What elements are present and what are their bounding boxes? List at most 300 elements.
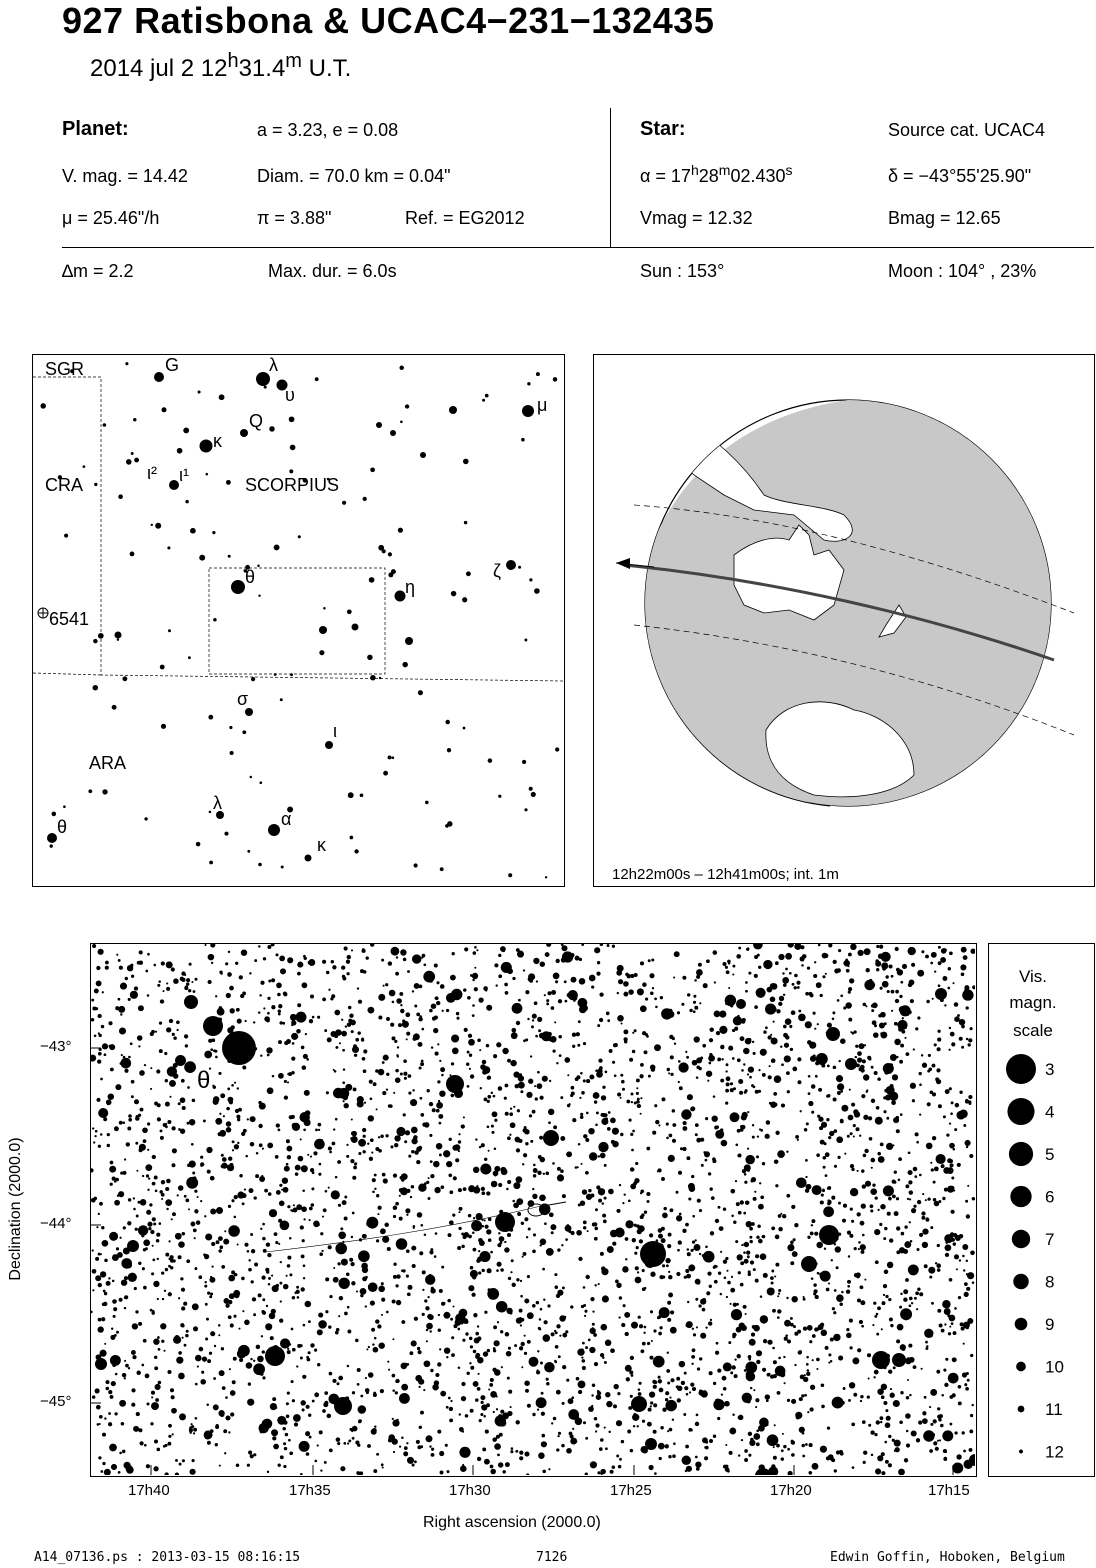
detail-star: [184, 995, 198, 1009]
detail-star: [510, 1406, 512, 1408]
detail-star: [413, 1225, 416, 1228]
detail-star: [297, 1003, 301, 1007]
detail-star: [304, 957, 307, 960]
detail-star: [272, 1285, 279, 1292]
detail-star: [429, 1102, 433, 1106]
detail-star: [883, 1237, 886, 1240]
detail-star: [287, 1264, 291, 1268]
detail-star: [607, 1127, 611, 1131]
detail-star: [797, 986, 800, 989]
detail-star: [561, 1444, 565, 1448]
detail-star: [461, 1124, 465, 1128]
detail-star: [880, 1204, 886, 1210]
detail-star: [442, 1010, 444, 1012]
detail-star: [365, 1377, 367, 1379]
detail-star: [291, 1328, 294, 1331]
detail-star: [808, 1101, 813, 1106]
detail-star: [886, 1416, 891, 1421]
detail-star: [483, 1415, 486, 1418]
detail-star: [753, 1433, 760, 1440]
detail-star: [631, 1396, 647, 1412]
detail-star: [930, 1226, 933, 1229]
detail-star: [653, 1403, 657, 1407]
detail-star: [794, 1364, 796, 1366]
detail-star: [456, 1017, 459, 1020]
detail-star: [579, 958, 582, 961]
detail-star: [434, 963, 438, 967]
detail-star: [399, 1217, 403, 1221]
detail-star: [900, 1005, 911, 1016]
detail-star: [949, 1423, 952, 1426]
detail-star: [527, 1404, 531, 1408]
detail-star: [637, 1098, 640, 1101]
detail-star: [625, 1258, 627, 1260]
detail-star: [191, 1143, 194, 1146]
detail-star: [342, 1049, 345, 1052]
detail-star: [591, 986, 594, 989]
detail-star: [158, 980, 161, 983]
detail-star: [972, 1404, 974, 1406]
detail-star: [612, 1465, 615, 1468]
detail-star: [756, 1155, 759, 1158]
detail-star: [218, 1324, 221, 1327]
detail-star: [160, 1136, 164, 1140]
detail-star: [351, 1131, 357, 1137]
detail-star: [121, 1054, 123, 1056]
detail-star: [743, 1305, 747, 1309]
detail-star: [378, 1015, 382, 1019]
detail-star: [433, 1028, 438, 1033]
detail-star: [296, 1029, 301, 1034]
detail-star: [954, 1431, 957, 1434]
detail-star: [477, 1336, 481, 1340]
detail-star: [307, 1358, 311, 1362]
finder-star: [213, 618, 217, 622]
detail-star: [685, 1445, 689, 1449]
detail-star: [200, 1379, 206, 1385]
detail-star: [259, 994, 262, 997]
detail-star: [439, 1289, 443, 1293]
detail-star: [396, 1238, 408, 1250]
detail-star: [732, 1413, 734, 1415]
detail-star: [182, 1106, 186, 1110]
detail-star: [737, 1015, 739, 1017]
detail-star: [480, 1395, 485, 1400]
detail-star: [374, 1337, 377, 1340]
detail-star: [787, 1340, 791, 1344]
detail-star: [659, 1326, 662, 1329]
detail-star: [950, 1112, 953, 1115]
detail-star: [440, 1391, 446, 1397]
detail-star: [660, 1426, 664, 1430]
detail-star: [722, 1376, 727, 1381]
detail-star: [824, 1142, 827, 1145]
detail-star: [586, 1079, 590, 1083]
detail-star: [745, 990, 748, 993]
detail-star: [254, 1196, 257, 1199]
detail-star: [181, 1306, 185, 1310]
detail-star: [566, 1151, 572, 1157]
detail-star: [649, 973, 654, 978]
detail-star: [286, 1146, 292, 1152]
detail-star: [339, 1042, 341, 1044]
detail-star: [749, 1227, 753, 1231]
detail-star: [968, 1095, 972, 1099]
detail-star: [232, 1380, 236, 1384]
detail-star: [892, 1194, 896, 1198]
detail-star: [739, 1091, 743, 1095]
detail-star: [162, 1298, 164, 1300]
detail-star: [120, 1062, 123, 1065]
detail-star: [636, 1078, 640, 1082]
detail-star: [845, 1058, 857, 1070]
detail-star: [668, 1275, 672, 1279]
detail-star: [171, 967, 175, 971]
detail-star: [431, 1003, 437, 1009]
detail-star: [538, 1452, 545, 1459]
detail-star: [376, 1194, 379, 1197]
detail-star: [834, 968, 839, 973]
detail-star: [207, 1170, 211, 1174]
detail-star: [541, 1392, 544, 1395]
detail-star: [567, 993, 572, 998]
detail-star: [699, 1002, 701, 1004]
detail-star: [696, 1281, 700, 1285]
detail-star: [271, 1430, 276, 1435]
detail-star: [772, 1309, 776, 1313]
detail-star: [151, 1402, 159, 1410]
detail-star: [654, 998, 657, 1001]
detail-star: [93, 1141, 95, 1143]
detail-star: [205, 1281, 207, 1283]
detail-star: [94, 1035, 97, 1038]
detail-star: [478, 1250, 480, 1252]
detail-star: [368, 1372, 374, 1378]
detail-star: [220, 1093, 225, 1098]
detail-star: [274, 1232, 278, 1236]
detail-star: [362, 1234, 367, 1239]
detail-star: [194, 978, 197, 981]
detail-star: [731, 1309, 742, 1320]
detail-star: [151, 1396, 153, 1398]
detail-star: [523, 969, 525, 971]
detail-star: [468, 1214, 472, 1218]
detail-star: [594, 1284, 596, 1286]
detail-star: [614, 1384, 619, 1389]
detail-star: [131, 1403, 135, 1407]
detail-star: [138, 1262, 141, 1265]
detail-star: [241, 1277, 245, 1281]
detail-star: [951, 1042, 955, 1046]
detail-star: [635, 1266, 639, 1270]
finder-star: [400, 593, 405, 598]
detail-star: [299, 1112, 309, 1122]
detail-star: [291, 1380, 294, 1383]
detail-star: [491, 1181, 498, 1188]
detail-star: [783, 1033, 788, 1038]
detail-star: [470, 1366, 474, 1370]
detail-star: [955, 1103, 960, 1108]
detail-star: [953, 1233, 958, 1238]
finder-star: [529, 787, 533, 791]
detail-star: [583, 1079, 586, 1082]
detail-star: [676, 1191, 679, 1194]
detail-star: [350, 1262, 354, 1266]
detail-star: [213, 1377, 216, 1380]
detail-star: [932, 1092, 936, 1096]
detail-star: [166, 982, 168, 984]
detail-star: [175, 1335, 179, 1339]
detail-star: [928, 1054, 931, 1057]
detail-star: [102, 1303, 106, 1307]
detail-star: [613, 1043, 617, 1047]
detail-star: [486, 1191, 490, 1195]
finder-star: [274, 673, 277, 676]
detail-star: [102, 1240, 109, 1247]
detail-star: [417, 1445, 421, 1449]
detail-star: [609, 1049, 613, 1053]
detail-star: [943, 1457, 947, 1461]
detail-star: [457, 1328, 460, 1331]
detail-star: [870, 1430, 874, 1434]
detail-star: [850, 1208, 853, 1211]
detail-star: [714, 1280, 718, 1284]
detail-star: [747, 1148, 749, 1150]
detail-star: [868, 1377, 870, 1379]
detail-star: [652, 1131, 656, 1135]
detail-star: [354, 1162, 357, 1165]
finder-star: [363, 497, 367, 501]
detail-star: [639, 1074, 643, 1078]
detail-star: [484, 1219, 486, 1221]
detail-star: [878, 954, 883, 959]
detail-star: [773, 1456, 777, 1460]
detail-star: [672, 1454, 676, 1458]
detail-star: [259, 1423, 269, 1433]
detail-star: [966, 1287, 970, 1291]
detail-star: [857, 1298, 861, 1302]
detail-star: [578, 1390, 582, 1394]
detail-star: [553, 1125, 557, 1129]
detail-star: [632, 1050, 635, 1053]
detail-star: [214, 1345, 216, 1347]
finder-star: [305, 855, 312, 862]
detail-star: [546, 1248, 554, 1256]
detail-star: [146, 1174, 149, 1177]
detail-star: [696, 969, 703, 976]
finder-star: [325, 741, 333, 749]
detail-star: [799, 1397, 803, 1401]
detail-star: [317, 1016, 320, 1019]
detail-star: [845, 959, 848, 962]
detail-star: [640, 1113, 642, 1115]
detail-star: [158, 1381, 162, 1385]
detail-star: [440, 1067, 445, 1072]
detail-star: [279, 1184, 282, 1187]
detail-star: [476, 1185, 478, 1187]
detail-star: [862, 1234, 865, 1237]
detail-star: [873, 1032, 879, 1038]
detail-star: [863, 1451, 867, 1455]
detail-star: [472, 979, 474, 981]
detail-star: [121, 1258, 132, 1269]
detail-star: [556, 1324, 560, 1328]
detail-star: [696, 1076, 699, 1079]
detail-star: [699, 1253, 701, 1255]
detail-star: [558, 1355, 561, 1358]
detail-star: [745, 1038, 752, 1045]
detail-star: [181, 971, 185, 975]
detail-star: [296, 1365, 298, 1367]
detail-star: [155, 1031, 157, 1033]
detail-star: [430, 1160, 433, 1163]
detail-star: [537, 1071, 540, 1074]
detail-star: [153, 1281, 159, 1287]
detail-star: [712, 1157, 716, 1161]
detail-star: [219, 1370, 225, 1376]
detail-star: [667, 1352, 669, 1354]
detail-star: [378, 1136, 380, 1138]
finder-star: [451, 591, 456, 596]
detail-star: [521, 1366, 523, 1368]
detail-star: [454, 1144, 460, 1150]
detail-star: [427, 1089, 430, 1092]
detail-star: [951, 1210, 955, 1214]
detail-star: [690, 1107, 694, 1111]
detail-star: [931, 1302, 934, 1305]
detail-star: [473, 951, 477, 955]
detail-star: [708, 1055, 715, 1062]
detail-star: [114, 1200, 120, 1206]
detail-star: [936, 1079, 941, 1084]
detail-star: [288, 1439, 291, 1442]
finder-star: [545, 876, 547, 878]
detail-star: [637, 1271, 639, 1273]
detail-star: [245, 1155, 248, 1158]
finder-star: [383, 771, 388, 776]
detail-star: [872, 1324, 874, 1326]
detail-star: [447, 1299, 451, 1303]
detail-star: [908, 1170, 913, 1175]
detail-star: [852, 1466, 855, 1469]
detail-star: [152, 1310, 155, 1313]
scale-title-line: magn.: [1009, 993, 1057, 1012]
detail-star: [778, 954, 784, 960]
detail-star: [821, 1122, 827, 1128]
detail-star: [674, 951, 680, 957]
detail-star: [268, 1192, 272, 1196]
detail-star: [599, 992, 603, 996]
detail-star: [880, 1143, 884, 1147]
detail-star: [99, 1415, 103, 1419]
detail-star: [333, 1128, 335, 1130]
detail-star: [576, 1032, 580, 1036]
detail-star: [915, 1027, 918, 1030]
detail-star: [891, 990, 895, 994]
detail-star: [686, 1393, 689, 1396]
detail-star: [938, 1200, 941, 1203]
detail-star: [463, 988, 466, 991]
detail-star: [899, 1306, 902, 1309]
detail-star: [588, 1128, 594, 1134]
detail-star: [400, 1176, 404, 1180]
detail-star: [324, 1029, 327, 1032]
detail-star: [909, 1221, 911, 1223]
finder-star: [289, 469, 293, 473]
detail-star: [486, 1229, 491, 1234]
detail-star: [625, 1220, 633, 1228]
detail-star: [271, 1005, 275, 1009]
detail-star: [600, 1473, 602, 1475]
detail-star: [348, 1006, 352, 1010]
detail-star: [814, 1028, 816, 1030]
detail-star: [334, 1279, 336, 1281]
detail-star: [756, 1442, 760, 1446]
x-tick-label: 17h40: [128, 1482, 170, 1499]
detail-star: [785, 968, 788, 971]
detail-star: [945, 1241, 948, 1244]
detail-star: [248, 1259, 250, 1261]
detail-star: [716, 1398, 720, 1402]
detail-star: [275, 953, 278, 956]
detail-star: [226, 993, 231, 998]
detail-star: [708, 1321, 712, 1325]
detail-star: [550, 1224, 556, 1230]
detail-star: [916, 1438, 920, 1442]
detail-star: [778, 1292, 780, 1294]
detail-star: [478, 1271, 481, 1274]
detail-star: [363, 1135, 366, 1138]
detail-star: [705, 1117, 708, 1120]
detail-star: [215, 1118, 222, 1125]
detail-star: [796, 1178, 807, 1189]
detail-star: [919, 1114, 921, 1116]
detail-star: [786, 1071, 790, 1075]
detail-star: [963, 1343, 965, 1345]
detail-star: [275, 1241, 278, 1244]
detail-star: [393, 1263, 396, 1266]
detail-star: [177, 1194, 179, 1196]
detail-star: [952, 982, 954, 984]
detail-star: [185, 1199, 189, 1203]
detail-star: [953, 1148, 956, 1151]
detail-star: [263, 957, 266, 960]
detail-star: [302, 1190, 305, 1193]
detail-star: [141, 1364, 144, 1367]
detail-star: [931, 952, 937, 958]
finder-star: [64, 534, 68, 538]
detail-star: [698, 1304, 701, 1307]
finder-star: [290, 445, 296, 451]
detail-star: [832, 1018, 835, 1021]
detail-star: [358, 1405, 367, 1414]
detail-star: [179, 1413, 186, 1420]
detail-star: [303, 1277, 305, 1279]
detail-star: [337, 1262, 340, 1265]
detail-star: [400, 949, 406, 955]
detail-star: [949, 1278, 953, 1282]
detail-star: [467, 1051, 470, 1054]
detail-star: [145, 1374, 150, 1379]
detail-star: [208, 980, 212, 984]
detail-star: [812, 1463, 819, 1470]
detail-star: [422, 1313, 425, 1316]
globe-surface: [644, 399, 1054, 815]
finder-star: [63, 805, 66, 808]
detail-star: [352, 1046, 359, 1053]
detail-star: [770, 983, 776, 989]
detail-star: [886, 1143, 893, 1150]
